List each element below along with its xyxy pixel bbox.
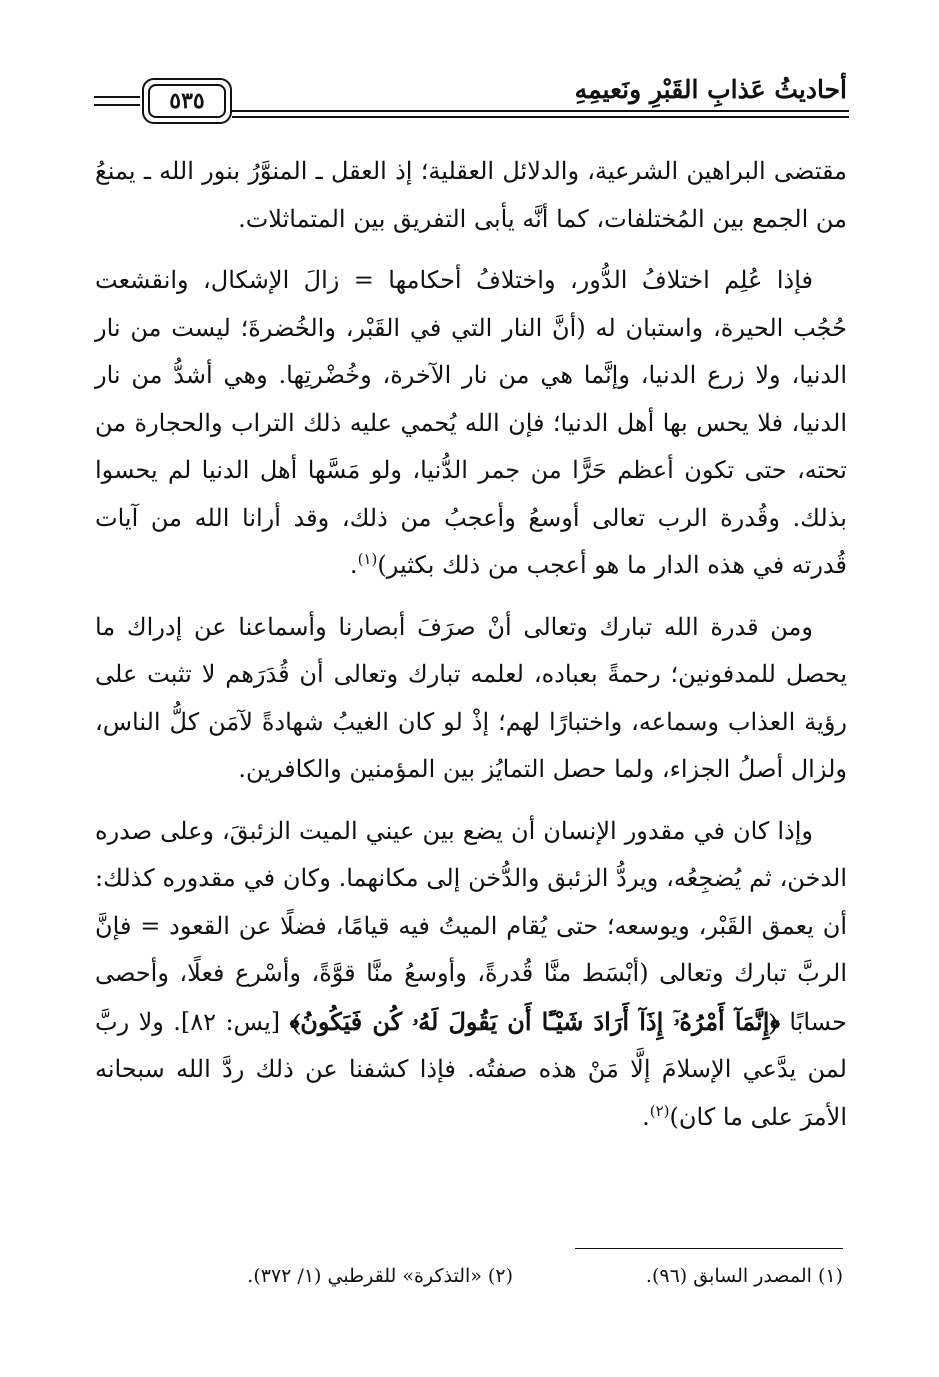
paragraph-3 xyxy=(95,604,847,794)
header-rule-upper xyxy=(232,110,849,112)
footnote-ref-1[interactable]: (١) xyxy=(357,550,378,568)
paragraph-end: . xyxy=(349,551,358,579)
paragraph-text: وإذا كان في مقدور الإنسان أن يضع بين عيني الميت الزئبقَ، وعلى صدره الدخن، ثم يُضجِعُه، ويردُّ الزئبق والدُّخن إلى مكانهما. وكان في مقدوره كذلك: أن يعمق القَبْر، ويوسعه؛ حتى يُقام الميتُ فيه قيامًا، فضلًا عن القعود = فإنَّ الربَّ تبارك وتعالى (أبْسَط منَّا قُدرةً، وأوسعُ منَّا قوَّةً، وأسْرع فعلًا، وأحصى حسابًا xyxy=(95,816,847,1036)
running-title: أحاديثُ عَذابِ القَبْرِ ونَعيمِهِ xyxy=(574,75,847,104)
main-text xyxy=(95,148,847,1141)
paragraph-text: ومن قدرة الله تبارك وتعالى أنْ صرَفَ أبصارنا وأسماعنا عن إدراك ما يحصل للمدفونين؛ رحمةً بعباده، لعلمه تبارك وتعالى أن قُدَرَهم لا تثبت على رؤية العذاب وسماعه، واختبارًا لهم؛ إذْ لو كان الغيبُ شهادةً لآمَن كلُّ الناس، ولزال أصلُ الجزاء، ولما حصل التمايُز بين المؤمنين والكافرين. xyxy=(95,612,847,783)
paragraph-text-continued: . ولا ربَّ لمن يدَّعي الإسلامَ إلَّا مَنْ هذه صفتُه. فإذا كشفنا عن ذلك ردَّ الله سبحانه الأمرَ على ما كان) xyxy=(95,1007,847,1131)
paragraph-text: فإذا عُلِم اختلافُ الدُّور، واختلافُ أحكامها = زالَ الإشكال، وانقشعت حُجُب الحيرة، واستبان له (أنَّ النار التي في القَبْر، والخُضرةَ؛ ليست من نار الدنيا، ولا زرع الدنيا، وإنَّما هي من نار الآخرة، وخُضْرتِها. وهي أشدُّ من نار الدنيا، فلا يحس بها أهل الدنيا؛ فإن الله يُحمي عليه ذلك التراب والحجارة من تحته، حتى تكون أعظم حَرًّا من جمر الدُّنيا، ولو مَسَّها أهل الدنيا لم يحسوا بذلك. وقُدرة الرب تعالى أوسعُ وأعجبُ من ذلك، وقد أرانا الله من آيات قُدرته في هذه الدار ما هو أعجب من ذلك بكثير) xyxy=(95,266,848,579)
footnote-2: (٢) «التذكرة» للقرطبي (١/ ٣٧٢). xyxy=(247,1265,513,1287)
page-number: ٥٣٥ xyxy=(148,84,226,118)
header-rule-lower xyxy=(232,116,849,118)
paragraph-2 xyxy=(95,257,847,590)
footnote-separator xyxy=(575,1248,843,1249)
header-rule-left-upper xyxy=(94,96,140,98)
paragraph-1 xyxy=(95,148,847,243)
quran-verse: ﴿إِنَّمَآ أَمْرُهُۥٓ إِذَآ أَرَادَ شَيْـًٔا أَن يَقُولَ لَهُۥ كُن فَيَكُونُ﴾ xyxy=(289,1006,781,1036)
verse-citation: [يس: ٨٢] xyxy=(180,1007,281,1036)
paragraph-4 xyxy=(95,808,847,1142)
header-rule-left-lower xyxy=(94,104,140,106)
footnotes xyxy=(93,1256,843,1296)
paragraph-text: مقتضى البراهين الشرعية، والدلائل العقلية؛ إذ العقل ـ المنوَّرُ بنور الله ـ يمنعُ من الجمع بين المُختلفات، كما أنَّه يأبى التفريق بين المتماثلات. xyxy=(95,157,847,233)
paragraph-end: . xyxy=(642,1102,650,1131)
footnote-1: (١) المصدر السابق (٩٦). xyxy=(645,1265,843,1287)
page-number-frame xyxy=(142,78,232,124)
footnote-ref-2[interactable]: (٢) xyxy=(649,1101,670,1120)
